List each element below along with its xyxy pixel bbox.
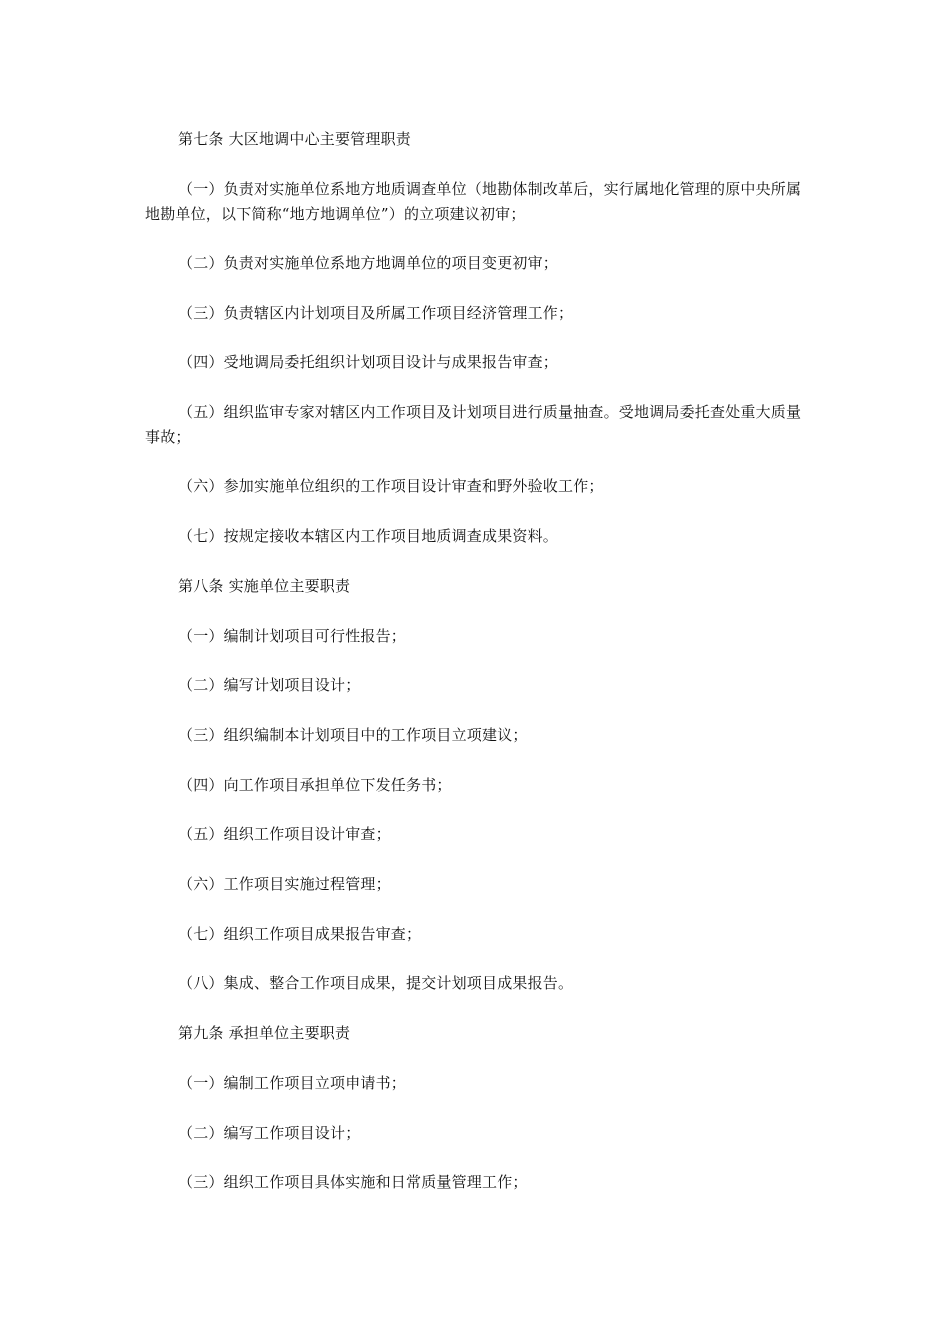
article-7-heading: 第七条 大区地调中心主要管理职责 — [178, 130, 411, 148]
article-7-item-1: （一）负责对实施单位系地方地质调查单位（地勘体制改革后，实行属地化管理的原中央所属地勘单位，以下简称“地方地调单位”）的立项建议初审； — [145, 180, 802, 223]
article-8-item-4: （四）向工作项目承担单位下发任务书； — [178, 776, 452, 794]
article-9-item-1: （一）编制工作项目立项申请书； — [178, 1074, 407, 1092]
article-7-item-4: （四）受地调局委托组织计划项目设计与成果报告审查； — [178, 353, 559, 371]
article-8-item-6: （六）工作项目实施过程管理； — [178, 875, 391, 893]
article-9-item-3: （三）组织工作项目具体实施和日常质量管理工作； — [178, 1173, 528, 1191]
article-8-item-8: （八）集成、整合工作项目成果，提交计划项目成果报告。 — [178, 974, 574, 992]
article-8-heading: 第八条 实施单位主要职责 — [178, 577, 351, 595]
article-8-item-2: （二）编写计划项目设计； — [178, 676, 361, 694]
article-9-item-2: （二）编写工作项目设计； — [178, 1124, 361, 1142]
article-7-item-2: （二）负责对实施单位系地方地调单位的项目变更初审； — [178, 254, 559, 272]
article-8-item-7: （七）组织工作项目成果报告审查； — [178, 925, 422, 943]
article-7-item-3: （三）负责辖区内计划项目及所属工作项目经济管理工作； — [178, 304, 574, 322]
article-7-item-6: （六）参加实施单位组织的工作项目设计审查和野外验收工作； — [178, 477, 604, 495]
article-9-heading: 第九条 承担单位主要职责 — [178, 1024, 351, 1042]
article-7-item-7: （七）按规定接收本辖区内工作项目地质调查成果资料。 — [178, 527, 559, 545]
article-8-item-1: （一）编制计划项目可行性报告； — [178, 627, 407, 645]
article-8-item-5: （五）组织工作项目设计审查； — [178, 825, 391, 843]
article-8-item-3: （三）组织编制本计划项目中的工作项目立项建议； — [178, 726, 528, 744]
article-7-item-5: （五）组织监审专家对辖区内工作项目及计划项目进行质量抽查。受地调局委托查处重大质量事故； — [145, 403, 802, 446]
